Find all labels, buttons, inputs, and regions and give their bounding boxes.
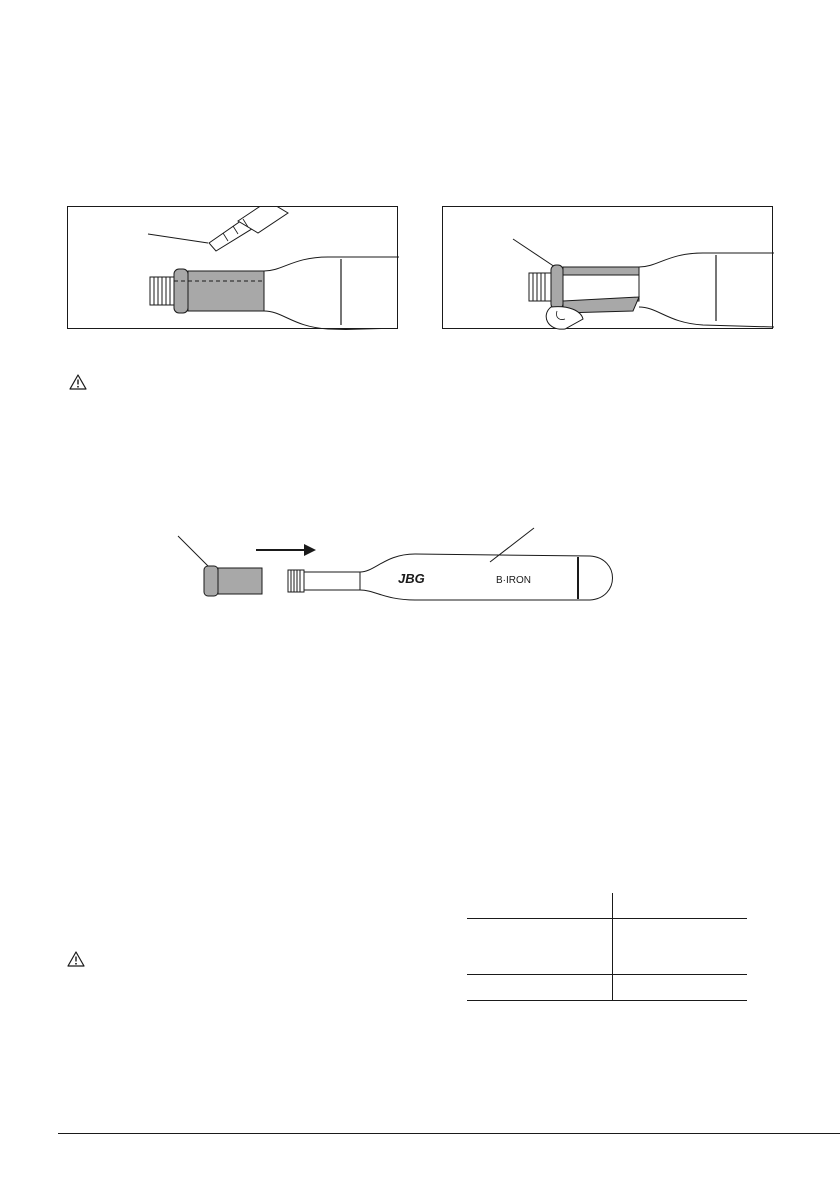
- figure-peel-sleeve: [442, 206, 773, 329]
- figure-fit-sleeve: [170, 520, 630, 610]
- table-bottom-rule: [467, 1000, 747, 1001]
- cut-sleeve-illustration: [68, 207, 399, 330]
- replacement-sleeve: [204, 566, 262, 596]
- warning-triangle-icon: [67, 951, 85, 967]
- soldering-handle: [288, 554, 613, 600]
- peel-sleeve-illustration: [443, 207, 774, 330]
- footer-rule: [58, 1133, 840, 1134]
- table-row-divider: [467, 974, 747, 975]
- warning-triangle-icon: [69, 374, 87, 390]
- tip-rings: [150, 277, 174, 305]
- arrow-right-icon: [256, 544, 316, 556]
- model-label: B·IRON: [496, 575, 531, 586]
- figure-cut-sleeve: [67, 206, 398, 329]
- table-row-divider: [467, 918, 747, 919]
- spec-table: [467, 893, 747, 1003]
- table-column-divider: [612, 893, 613, 1001]
- cutter-icon: [209, 207, 288, 251]
- brand-logo: JBG: [398, 571, 425, 586]
